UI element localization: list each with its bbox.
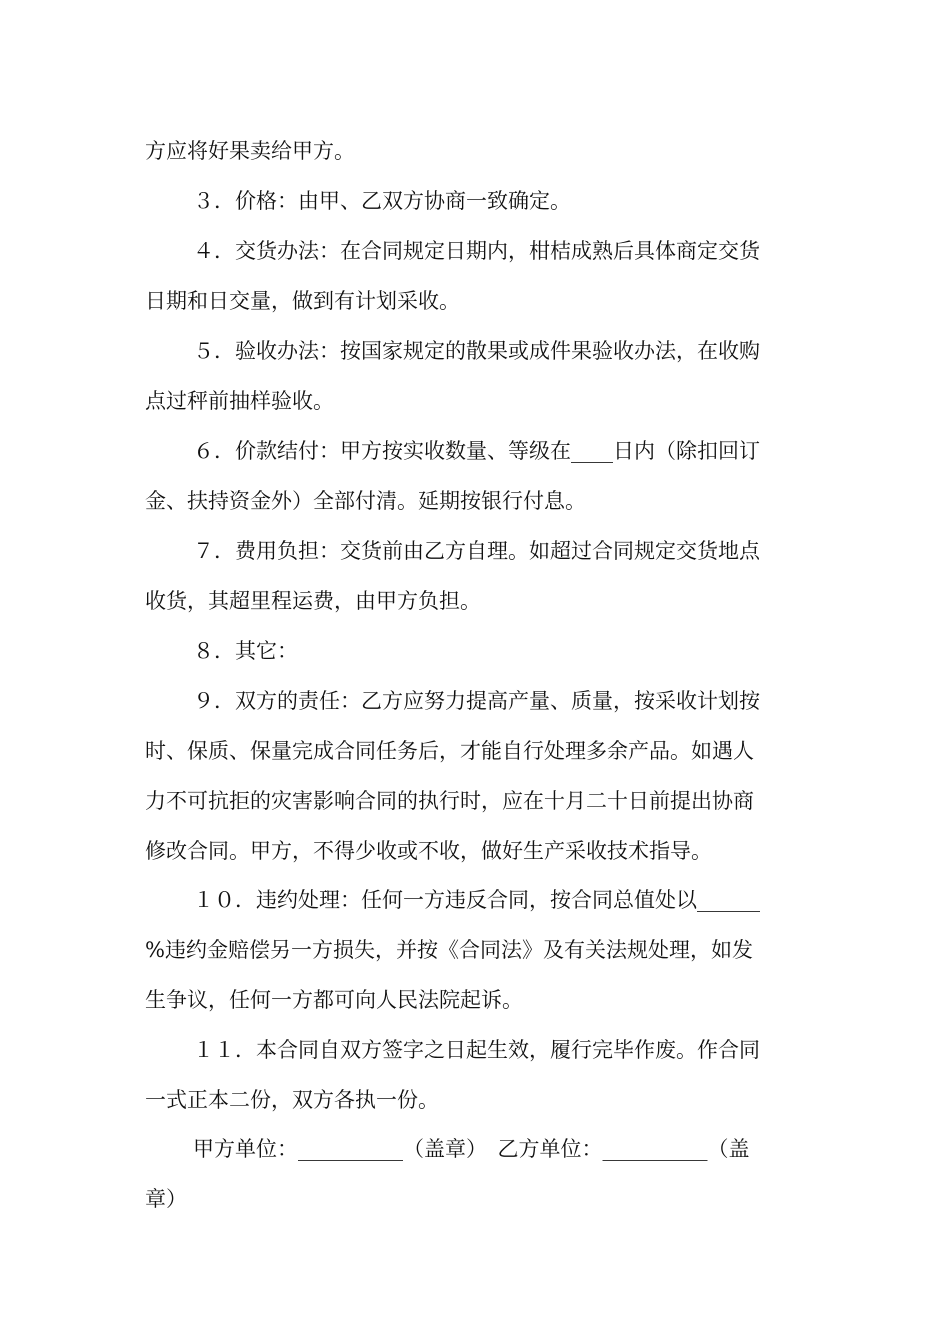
clause-9-responsibilities: ９．双方的责任：乙方应努力提高产量、质量，按采收计划按	[193, 689, 760, 713]
text-line: 修改合同。甲方，不得少收或不收，做好生产采收技术指导。	[145, 839, 712, 863]
text-line: 时、保质、保量完成合同任务后，才能自行处理多余产品。如遇人	[145, 739, 754, 763]
clause-3-price: ３．价格：由甲、乙双方协商一致确定。	[193, 189, 571, 213]
clause-7-costs: ７．费用负担：交货前由乙方自理。如超过合同规定交货地点	[193, 539, 760, 563]
text-line: 生争议，任何一方都可向人民法院起诉。	[145, 988, 523, 1012]
clause-10-breach: １０．违约处理：任何一方违反合同，按合同总值处以______	[193, 888, 760, 912]
clause-4-delivery: ４．交货办法：在合同规定日期内，柑桔成熟后具体商定交货	[193, 239, 760, 263]
text-line: 金、扶持资金外）全部付清。延期按银行付息。	[145, 489, 586, 513]
text-line: 收货，其超里程运费，由甲方负担。	[145, 589, 481, 613]
text-line: 一式正本二份，双方各执一份。	[145, 1088, 439, 1112]
clause-5-acceptance: ５．验收办法：按国家规定的散果或成件果验收办法，在收购	[193, 339, 760, 363]
signature-line: 甲方单位：__________（盖章） 乙方单位：__________（盖	[193, 1137, 750, 1161]
text-line: 日期和日交量，做到有计划采收。	[145, 289, 460, 313]
clause-11-effect: １１．本合同自双方签字之日起生效，履行完毕作废。作合同	[193, 1038, 760, 1062]
clause-8-other: ８．其它：	[193, 639, 298, 663]
text-line: %违约金赔偿另一方损失，并按《合同法》及有关法规处理，如发	[145, 938, 753, 962]
signature-line-end: 章）	[145, 1187, 187, 1211]
text-line: 力不可抗拒的灾害影响合同的执行时，应在十月二十日前提出协商	[145, 789, 754, 813]
clause-6-payment: ６．价款结付：甲方按实收数量、等级在____日内（除扣回订	[193, 439, 760, 463]
text-line: 点过秤前抽样验收。	[145, 389, 334, 413]
text-line: 方应将好果卖给甲方。	[145, 139, 355, 163]
